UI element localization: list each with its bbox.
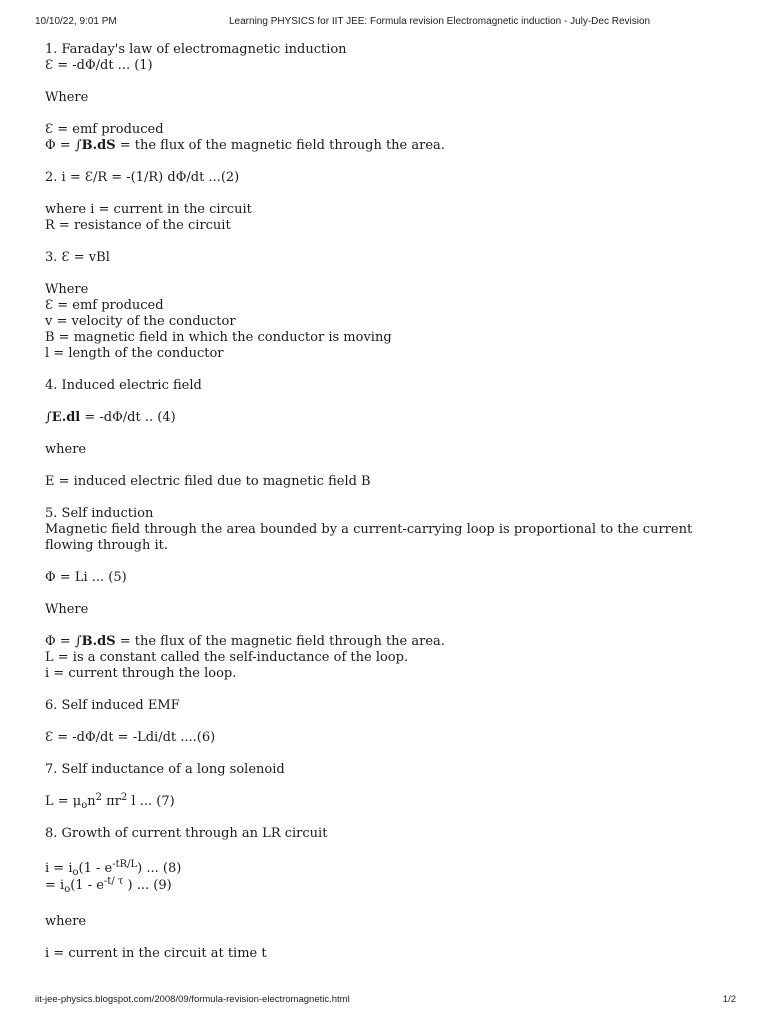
where-label: Where xyxy=(45,282,89,297)
section-5-heading: 5. Self induction xyxy=(45,506,154,521)
equation-7 xyxy=(45,794,735,810)
superscript: -t/ τ xyxy=(103,876,124,887)
page-number: 1/2 xyxy=(722,994,736,1005)
article-body xyxy=(45,42,735,962)
definition-current: where i = current in the circuit xyxy=(45,202,252,217)
equation-9 xyxy=(45,878,735,898)
equation-4 xyxy=(45,410,735,426)
section-6-heading: 6. Self induced EMF xyxy=(45,698,180,713)
where-label: where xyxy=(45,442,87,457)
section-4-heading: 4. Induced electric field xyxy=(45,378,202,393)
definition-velocity: v = velocity of the conductor xyxy=(45,314,236,329)
eq9-part: ) ... (9) xyxy=(123,878,172,893)
flux-lhs: Φ = ∫ xyxy=(45,138,82,153)
definition-resistance: R = resistance of the circuit xyxy=(45,218,231,233)
section-7-heading: 7. Self inductance of a long solenoid xyxy=(45,762,285,777)
eq7-part: n xyxy=(87,794,96,809)
section-8-heading: 8. Growth of current through an LR circuit xyxy=(45,826,328,841)
flux-integrand: B.dS xyxy=(81,634,116,649)
where-label: Where xyxy=(45,602,89,617)
where-label: where xyxy=(45,914,87,929)
page-header xyxy=(35,16,738,30)
superscript: -tR/L xyxy=(112,859,138,870)
eq7-part: L = μ xyxy=(45,794,82,809)
definition-loop-current: i = current through the loop. xyxy=(45,666,237,681)
page-title: Learning PHYSICS for IIT JEE: Formula revision Electromagnetic induction - July-Dec Revision xyxy=(229,16,651,27)
superscript: 2 xyxy=(120,792,128,803)
eq8-part: (1 - e xyxy=(78,861,113,876)
flux-lhs: Φ = ∫ xyxy=(45,634,82,649)
where-label: Where xyxy=(45,90,89,105)
equation-3: 3. Ɛ = vBl xyxy=(45,250,110,265)
definition-magnetic-field: B = magnetic field in which the conductor is moving xyxy=(45,330,392,345)
equation-8 xyxy=(45,858,735,878)
definition-flux xyxy=(45,138,735,154)
description-line-1: Magnetic field through the area bounded by a current-carrying loop is proportional to the current xyxy=(45,522,693,537)
superscript: 2 xyxy=(95,792,103,803)
eq9-part: (1 - e xyxy=(70,878,104,893)
subscript: o xyxy=(72,867,79,878)
definition-emf: Ɛ = emf produced xyxy=(45,298,164,313)
flux-integrand: B.dS xyxy=(81,138,116,153)
equation-6: Ɛ = -dΦ/dt = -Ldi/dt ....(6) xyxy=(45,730,216,745)
equation-1: Ɛ = -dΦ/dt ... (1) xyxy=(45,58,153,73)
print-datetime: 10/10/22, 9:01 PM xyxy=(35,16,117,27)
source-url: iit-jee-physics.blogspot.com/2008/09/formula-revision-electromagnetic.html xyxy=(35,994,350,1005)
definition-flux xyxy=(45,634,735,650)
description-line-2: flowing through it. xyxy=(45,538,168,553)
equation-5: Φ = Li ... (5) xyxy=(45,570,127,585)
eq9-part: = i xyxy=(45,878,65,893)
subscript: o xyxy=(64,884,71,895)
eq7-part: l ... (7) xyxy=(127,794,175,809)
flux-rhs: = the flux of the magnetic field through the area. xyxy=(115,634,445,649)
definition-emf: Ɛ = emf produced xyxy=(45,122,164,137)
eq7-part: πr xyxy=(102,794,121,809)
definition-length: l = length of the conductor xyxy=(45,346,224,361)
definition-current-time: i = current in the circuit at time t xyxy=(45,946,267,961)
integral-sign: ∫ xyxy=(45,410,52,425)
subscript: o xyxy=(81,800,88,811)
definition-electric-field: E = induced electric filed due to magnetic field B xyxy=(45,474,371,489)
line-integrand: E.dl xyxy=(51,410,81,425)
definition-inductance: L = is a constant called the self-inductance of the loop. xyxy=(45,650,409,665)
flux-rhs: = the flux of the magnetic field through the area. xyxy=(115,138,445,153)
equation-2: 2. i = Ɛ/R = -(1/R) dΦ/dt ...(2) xyxy=(45,170,240,185)
eq8-part: i = i xyxy=(45,861,73,876)
eq8-part: ) ... (8) xyxy=(137,861,182,876)
equation-4-rhs: = -dΦ/dt .. (4) xyxy=(80,410,176,425)
section-1-heading: 1. Faraday's law of electromagnetic induction xyxy=(45,42,347,57)
